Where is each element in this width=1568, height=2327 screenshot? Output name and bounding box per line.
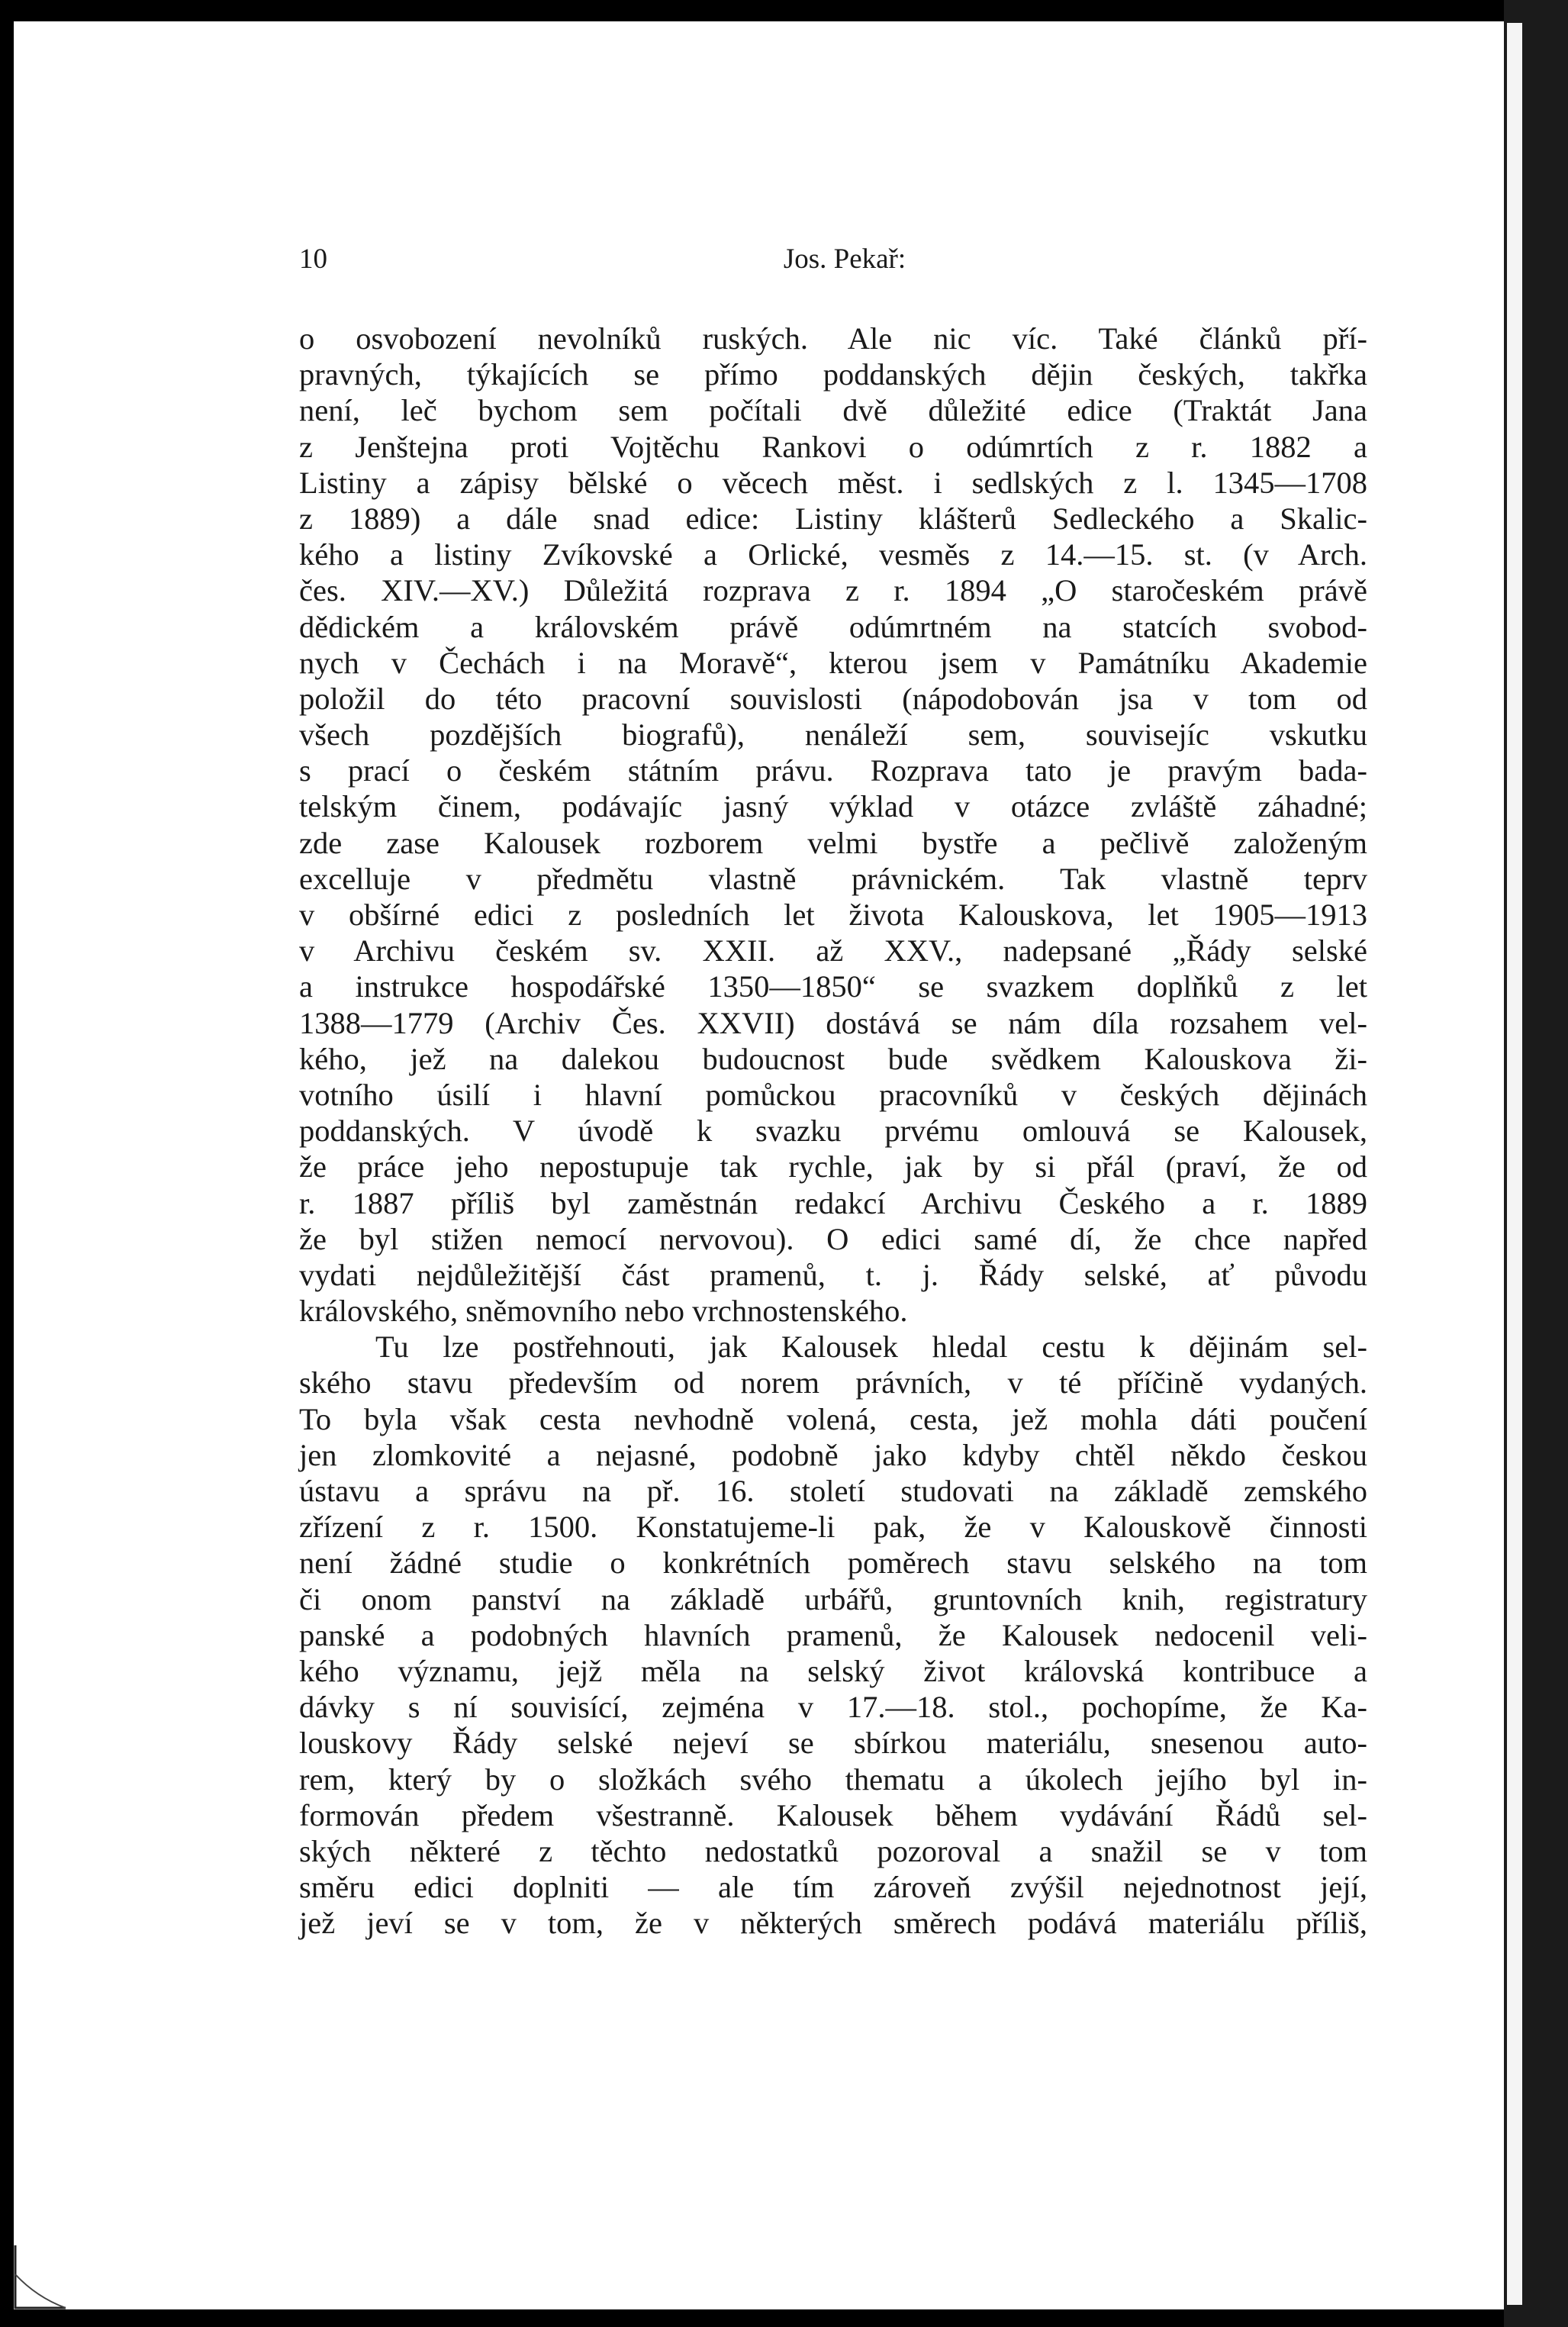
text-line: excelluje v předmětu vlastně právnickém. Tak vlastně teprv — [299, 861, 1367, 896]
text-line: dávky s ní souvisící, zejména v 17.—18. stol., pochopíme, že Ka- — [299, 1690, 1367, 1725]
text-line: ských některé z těchto nedostatků pozoroval a snažil se v tom — [299, 1833, 1367, 1868]
text-line: ústavu a správu na př. 16. století studovati na základě zemského — [299, 1474, 1367, 1508]
text-line: zde zase Kalousek rozborem velmi bystře a pečlivě založeným — [299, 825, 1367, 860]
text-line: vydati nejdůležitější část pramenů, t. j. Řády selské, ať původu — [299, 1257, 1367, 1292]
text-line: 1388—1779 (Archiv Čes. XXVII) dostává se nám díla rozsahem vel- — [299, 1005, 1367, 1040]
text-line: votního úsilí i hlavní pomůckou pracovníků v českých dějinách — [299, 1077, 1367, 1112]
text-line: r. 1887 příliš byl zaměstnán redakcí Archivu Českého a r. 1889 — [299, 1185, 1367, 1220]
text-line: jen zlomkovité a nejasné, podobně jako kdyby chtěl někdo českou — [299, 1437, 1367, 1472]
text-line: že byl stižen nemocí nervovou). O edici samé dí, že chce napřed — [299, 1221, 1367, 1256]
text-line: není, leč bychom sem počítali dvě důležité edice (Traktát Jana — [299, 393, 1367, 428]
paragraph-end-line: královského, sněmovního nebo vrchnostenského. — [299, 1294, 908, 1329]
text-line: o osvobození nevolníků ruských. Ale nic víc. Také článků pří- — [299, 321, 1367, 356]
running-head: Jos. Pekař: — [783, 243, 906, 275]
text-line: že práce jeho nepostupuje tak rychle, jak by si přál (praví, že od — [299, 1149, 1367, 1184]
text-line: zřízení z r. 1500. Konstatujeme-li pak, že v Kalouskově činnosti — [299, 1510, 1367, 1545]
text-line: nych v Čechách i na Moravě“, kterou jsem v Památníku Akademie — [299, 645, 1367, 680]
text-line: a instrukce hospodářské 1350—1850“ se svazkem doplňků z let — [299, 969, 1367, 1004]
text-line: z 1889) a dále snad edice: Listiny klášterů Sedleckého a Skalic- — [299, 501, 1367, 536]
page-edge-highlight — [1507, 23, 1522, 2305]
text-line: Listiny a zápisy bělské o věcech měst. i sedlských z l. 1345—1708 — [299, 465, 1367, 500]
text-line: s prací o českém státním právu. Rozprava tato je pravým bada- — [299, 753, 1367, 788]
text-line: čes. XIV.—XV.) Důležitá rozprava z r. 1894 „O staročeském právě — [299, 573, 1367, 608]
text-line: pravných, týkajících se přímo poddanských dějin českých, takřka — [299, 357, 1367, 392]
page-corner-curl — [14, 2244, 67, 2309]
text-line: směru edici doplniti — ale tím zároveň zvýšil nejednotnost její, — [299, 1870, 1367, 1905]
text-line: formován předem všestranně. Kalousek během vydávání Řádů sel- — [299, 1797, 1367, 1832]
text-line: rem, který by o složkách svého thematu a úkolech jejího byl in- — [299, 1761, 1367, 1797]
text-line: v Archivu českém sv. XXII. až XXV., nadepsané „Řády selské — [299, 933, 1367, 969]
text-line: kého a listiny Zvíkovské a Orlické, vesměs z 14.—15. st. (v Arch. — [299, 537, 1367, 572]
page-number: 10 — [299, 243, 327, 275]
paragraph-start-line: Tu lze postřehnouti, jak Kalousek hledal cestu k dějinám sel- — [375, 1329, 1367, 1365]
text-line: telským činem, podávajíc jasný výklad v otázce zvláště záhadné; — [299, 789, 1367, 824]
text-line: v obšírné edici z posledních let života Kalouskova, let 1905—1913 — [299, 898, 1367, 932]
body-text — [299, 321, 1367, 1941]
text-line: kého, jež na dalekou budoucnost bude svědkem Kalouskova ži- — [299, 1041, 1367, 1076]
text-line: není žádné studie o konkrétních poměrech stavu selského na tom — [299, 1545, 1367, 1581]
text-line: či onom panství na základě urbářů, gruntovních knih, registratury — [299, 1581, 1367, 1616]
text-line: jež jeví se v tom, že v některých směrech podává materiálu příliš, — [299, 1906, 1367, 1941]
text-line: To byla však cesta nevhodně volená, cesta, jež mohla dáti poučení — [299, 1401, 1367, 1436]
text-line: dědickém a královském právě odúmrtném na statcích svobod- — [299, 609, 1367, 644]
text-line: z Jenštejna proti Vojtěchu Rankovi o odúmrtích z r. 1882 a — [299, 429, 1367, 464]
text-line: všech pozdějších biografů), nenáleží sem, souvisejíc vskutku — [299, 717, 1367, 753]
text-line: položil do této pracovní souvislosti (nápodobován jsa v tom od — [299, 681, 1367, 716]
text-line: kého významu, jejž měla na selský život královská kontribuce a — [299, 1653, 1367, 1688]
text-line: poddanských. V úvodě k svazku prvému omlouvá se Kalousek, — [299, 1114, 1367, 1149]
text-line: louskovy Řády selské nejeví se sbírkou materiálu, snesenou auto- — [299, 1726, 1367, 1761]
page-header — [299, 243, 1390, 288]
text-line: ského stavu především od norem právních, v té příčině vydaných. — [299, 1365, 1367, 1400]
text-line: panské a podobných hlavních pramenů, že Kalousek nedocenil veli- — [299, 1617, 1367, 1652]
